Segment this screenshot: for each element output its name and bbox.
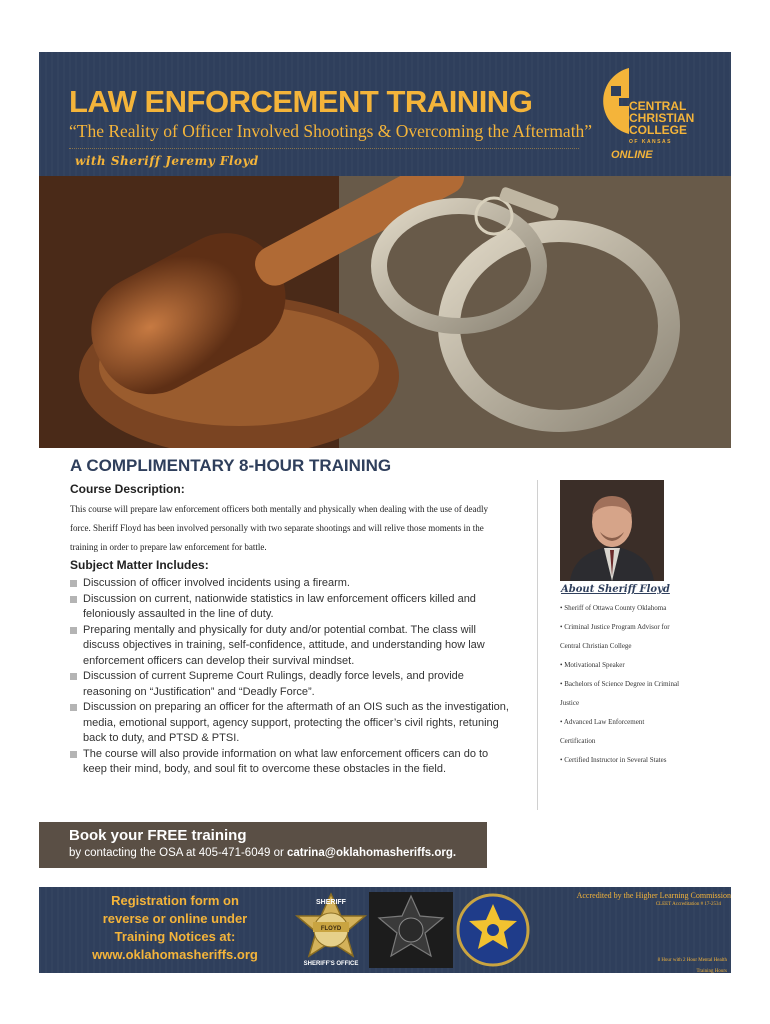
badge-office-label: SHERIFF'S OFFICE bbox=[303, 961, 359, 967]
list-item: • Sheriff of Ottawa County Oklahoma bbox=[560, 604, 667, 612]
list-item-text: The course will also provide information on what law enforcement officers can do to keep their mind, body, and soul fit to overcome these obstacles in the field. bbox=[83, 747, 489, 775]
bullet-square-icon bbox=[70, 751, 77, 758]
training-heading: A COMPLIMENTARY 8-HOUR TRAINING bbox=[70, 456, 392, 475]
presenter-name: with Sheriff Jeremy Floyd bbox=[75, 154, 259, 168]
subject-matter-heading: Subject Matter Includes: bbox=[70, 558, 209, 572]
booking-text bbox=[69, 847, 456, 859]
gavel-handcuffs-photo bbox=[39, 176, 731, 448]
logo-line-1: CENTRAL bbox=[629, 99, 687, 113]
about-sheriff-title: About Sheriff Floyd bbox=[561, 584, 670, 595]
list-item: • Bachelors of Science Degree in Criminal Justice bbox=[560, 680, 680, 707]
footer-banner bbox=[39, 887, 731, 973]
logo-line-3: COLLEGE bbox=[629, 123, 688, 137]
header-divider bbox=[69, 148, 579, 149]
list-item bbox=[70, 576, 510, 592]
college-logo bbox=[591, 62, 731, 166]
bullet-square-icon bbox=[70, 627, 77, 634]
list-item: • Motivational Speaker bbox=[560, 661, 625, 669]
sidebar-divider bbox=[537, 480, 538, 810]
list-item: • Certified Instructor in Several States bbox=[560, 756, 667, 764]
about-sheriff-list bbox=[560, 599, 725, 770]
accreditation-text: Accredited by the Higher Learning Commission bbox=[576, 891, 731, 900]
logo-online: ONLINE bbox=[611, 149, 653, 161]
bullet-square-icon bbox=[70, 673, 77, 680]
logo-line-2: CHRISTIAN bbox=[629, 111, 695, 125]
list-item bbox=[70, 623, 510, 670]
training-hours-text: 8 Hour with 2 Hour Mental Health Training Hours bbox=[657, 958, 727, 974]
list-item: • Advanced Law Enforcement Certification bbox=[560, 718, 645, 745]
page-title: LAW ENFORCEMENT TRAINING bbox=[69, 84, 533, 119]
sheriff-portrait bbox=[560, 480, 664, 581]
list-item-text: Discussion on current, nationwide statistics in law enforcement officers killed and feloniously assaulted in the line of duty. bbox=[83, 592, 476, 620]
booking-contact-text: by contacting the OSA at 405-471-6049 or bbox=[69, 847, 284, 859]
list-item bbox=[70, 747, 510, 778]
list-item bbox=[70, 700, 510, 747]
list-item bbox=[70, 669, 510, 700]
bullet-square-icon bbox=[70, 596, 77, 603]
list-item-text: Preparing mentally and physically for duty and/or potential combat. The class will discuss objectives in training, self-confidence, attitude, and understanding how law enforcement officers can develop their survival mindset. bbox=[83, 623, 485, 667]
list-item bbox=[70, 592, 510, 623]
course-description-heading: Course Description: bbox=[70, 482, 185, 496]
page-subtitle: “The Reality of Officer Involved Shootings & Overcoming the Aftermath” bbox=[69, 121, 593, 141]
bullet-square-icon bbox=[70, 580, 77, 587]
cleet-accreditation: CLEET Accreditation # 17-2534 bbox=[655, 902, 721, 907]
subject-matter-list bbox=[70, 576, 510, 778]
list-item-text: Discussion of current Supreme Court Rulings, deadly force levels, and provide reasoning on “Justification” and “Deadly Force”. bbox=[83, 670, 464, 698]
badge-name-label: FLOYD bbox=[320, 926, 342, 932]
course-description: This course will prepare law enforcement officers both mentally and physically when dealing with the use of deadly force. Sheriff Floyd has been involved personally with two separate shootings and will relive those moments in the training in order to prepare law enforcement for battle. bbox=[70, 504, 488, 552]
badge-sheriff-label: SHERIFF bbox=[316, 899, 346, 906]
header-banner bbox=[39, 52, 731, 176]
cross-logo-icon bbox=[591, 66, 631, 136]
booking-banner bbox=[39, 822, 487, 868]
list-item-text: Discussion of officer involved incidents using a firearm. bbox=[83, 577, 350, 589]
registration-text[interactable]: Registration form on reverse or online under Training Notices at: www.oklahomasheriffs.org bbox=[92, 893, 258, 962]
dark-star-badge bbox=[369, 892, 453, 968]
booking-title: Book your FREE training bbox=[69, 827, 247, 844]
booking-email-link[interactable]: catrina@oklahomasheriffs.org. bbox=[287, 847, 457, 859]
bullet-square-icon bbox=[70, 704, 77, 711]
sheriff-star-badge bbox=[289, 892, 373, 968]
oklahoma-sheriffs-badge bbox=[451, 892, 535, 968]
logo-line-4: OF KANSAS bbox=[629, 139, 672, 145]
list-item-text: Discussion on preparing an officer for the aftermath of an OIS such as the investigation, media, emotional support, agency support, protecting the officer’s civil rights, retuning back to duty, and PTSD & PTSI. bbox=[83, 701, 509, 744]
list-item: • Criminal Justice Program Advisor for Central Christian College bbox=[560, 623, 670, 650]
